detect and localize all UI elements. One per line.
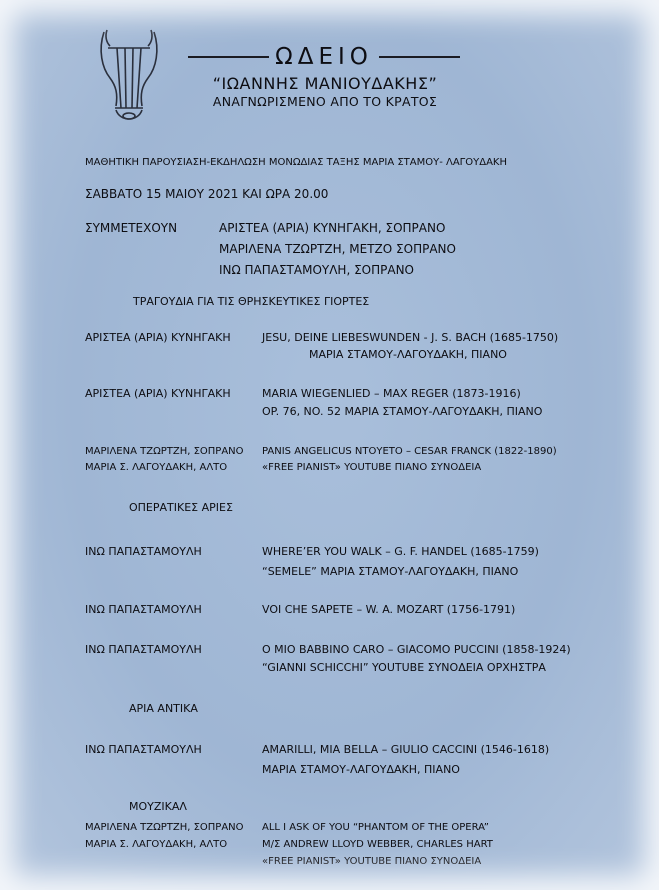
participant-1: ΑΡΙΣΤΕΑ (ΑΡΙΑ) ΚΥΝΗΓΑΚΗ, ΣΟΠΡΑΝΟ <box>219 221 446 235</box>
work-accompaniment: ΜΑΡΙΑ ΣΤΑΜΟΥ-ΛΑΓΟΥΔΑΚΗ, ΠΙΑΝΟ <box>309 348 507 361</box>
work-accompaniment: “GIANNI SCHICCHI” YOUTUBE ΣΥΝΟΔΕΙΑ ΟΡΧΗΣΤΡΑ <box>262 661 546 674</box>
section-heading-arie-antiche: ΑΡΙΑ ΑΝΤΙΚΑ <box>129 702 198 715</box>
school-name: “ΙΩΑΝΝΗΣ ΜΑΝΙΟΥΔΑΚΗΣ” <box>212 74 438 93</box>
work-accompaniment: «FREE PIANIST» YOUTUBE ΠΙΑΝΟ ΣΥΝΟΔΕΙΑ <box>262 462 482 473</box>
performer: ΜΑΡΙΑ Σ. ΛΑΓΟΥΔΑΚΗ, ΑΛΤΟ <box>85 462 228 473</box>
performer: ΙΝΩ ΠΑΠΑΣΤΑΜΟΥΛΗ <box>85 545 202 558</box>
conservatory-title <box>188 40 460 74</box>
participant-2: ΜΑΡΙΛΕΝΑ ΤΖΩΡΤΖΗ, ΜΕΤΖΟ ΣΟΠΡΑΝΟ <box>219 242 456 256</box>
lyre-icon <box>96 24 162 130</box>
performer: ΜΑΡΙΛΕΝΑ ΤΖΩΡΤΖΗ, ΣΟΠΡΑΝΟ <box>85 822 244 833</box>
performer: ΙΝΩ ΠΑΠΑΣΤΑΜΟΥΛΗ <box>85 603 202 616</box>
work-composers: M/Σ ANDREW LLOYD WEBBER, CHARLES HART <box>262 839 493 850</box>
work-title: ALL I ASK OF YOU “PHANTOM OF THE OPERA” <box>262 822 489 833</box>
section-heading-religious: ΤΡΑΓΟΥΔΙΑ ΓΙΑ ΤΙΣ ΘΡΗΣΚΕΥΤΙΚΕΣ ΓΙΟΡΤΕΣ <box>133 295 370 308</box>
work-title: WHERE’ER YOU WALK – G. F. HANDEL (1685-1759) <box>262 545 539 558</box>
work-title: AMARILLI, MIA BELLA – GIULIO CACCINI (1546-1618) <box>262 743 550 756</box>
title-rule-left <box>188 56 269 58</box>
performer: ΙΝΩ ΠΑΠΑΣΤΑΜΟΥΛΗ <box>85 643 202 656</box>
work-accompaniment: OP. 76, NO. 52 ΜΑΡΙΑ ΣΤΑΜΟΥ-ΛΑΓΟΥΔΑΚΗ, ΠΙΑΝΟ <box>262 405 543 418</box>
work-accompaniment: «FREE PIANIST» YOUTUBE ΠΙΑΝΟ ΣΥΝΟΔΕΙΑ <box>262 856 482 867</box>
event-date: ΣΑΒΒΑΤΟ 15 ΜΑΙΟΥ 2021 ΚΑΙ ΩΡΑ 20.00 <box>85 187 329 201</box>
performer: ΜΑΡΙΛΕΝΑ ΤΖΩΡΤΖΗ, ΣΟΠΡΑΝΟ <box>85 446 244 457</box>
title-rule-right <box>379 56 460 58</box>
work-title: JESU, DEINE LIEBESWUNDEN - J. S. BACH (1685-1750) <box>262 331 559 344</box>
performer: ΑΡΙΣΤΕΑ (ΑΡΙΑ) ΚΥΝΗΓΑΚΗ <box>85 331 231 344</box>
work-title: O MIO BABBINO CARO – GIACOMO PUCCINI (1858-1924) <box>262 643 571 656</box>
work-title: VOI CHE SAPETE – W. A. MOZART (1756-1791) <box>262 603 516 616</box>
title-text: ΩΔΕΙΟ <box>275 44 373 70</box>
work-accompaniment: ΜΑΡΙΑ ΣΤΑΜΟΥ-ΛΑΓΟΥΔΑΚΗ, ΠΙΑΝΟ <box>262 763 460 776</box>
event-description: ΜΑΘΗΤΙΚΗ ΠΑΡΟΥΣΙΑΣΗ-ΕΚΔΗΛΩΣΗ ΜΟΝΩΔΙΑΣ ΤΑΞΗΣ ΜΑΡΙΑ ΣΤΑΜΟΥ- ΛΑΓΟΥΔΑΚΗ <box>85 157 507 168</box>
accreditation: ΑΝΑΓΝΩΡΙΣΜΕΝΟ ΑΠΟ ΤΟ ΚΡΑΤΟΣ <box>212 94 438 109</box>
work-title: PANIS ANGELICUS ΝΤΟΥΕΤΟ – CESAR FRANCK (1822-1890) <box>262 446 557 457</box>
work-title: MARIA WIEGENLIED – MAX REGER (1873-1916) <box>262 387 521 400</box>
section-heading-musical: ΜΟΥΖΙΚΑΛ <box>129 800 187 813</box>
performer: ΑΡΙΣΤΕΑ (ΑΡΙΑ) ΚΥΝΗΓΑΚΗ <box>85 387 231 400</box>
participant-3: ΙΝΩ ΠΑΠΑΣΤΑΜΟΥΛΗ, ΣΟΠΡΑΝΟ <box>219 263 414 277</box>
performer: ΙΝΩ ΠΑΠΑΣΤΑΜΟΥΛΗ <box>85 743 202 756</box>
participants-label: ΣΥΜΜΕΤΕΧΟΥΝ <box>85 221 178 235</box>
work-accompaniment: “SEMELE” ΜΑΡΙΑ ΣΤΑΜΟΥ-ΛΑΓΟΥΔΑΚΗ, ΠΙΑΝΟ <box>262 565 519 578</box>
section-heading-opera: ΟΠΕΡΑΤΙΚΕΣ ΑΡΙΕΣ <box>129 501 233 514</box>
performer: ΜΑΡΙΑ Σ. ΛΑΓΟΥΔΑΚΗ, ΑΛΤΟ <box>85 839 228 850</box>
